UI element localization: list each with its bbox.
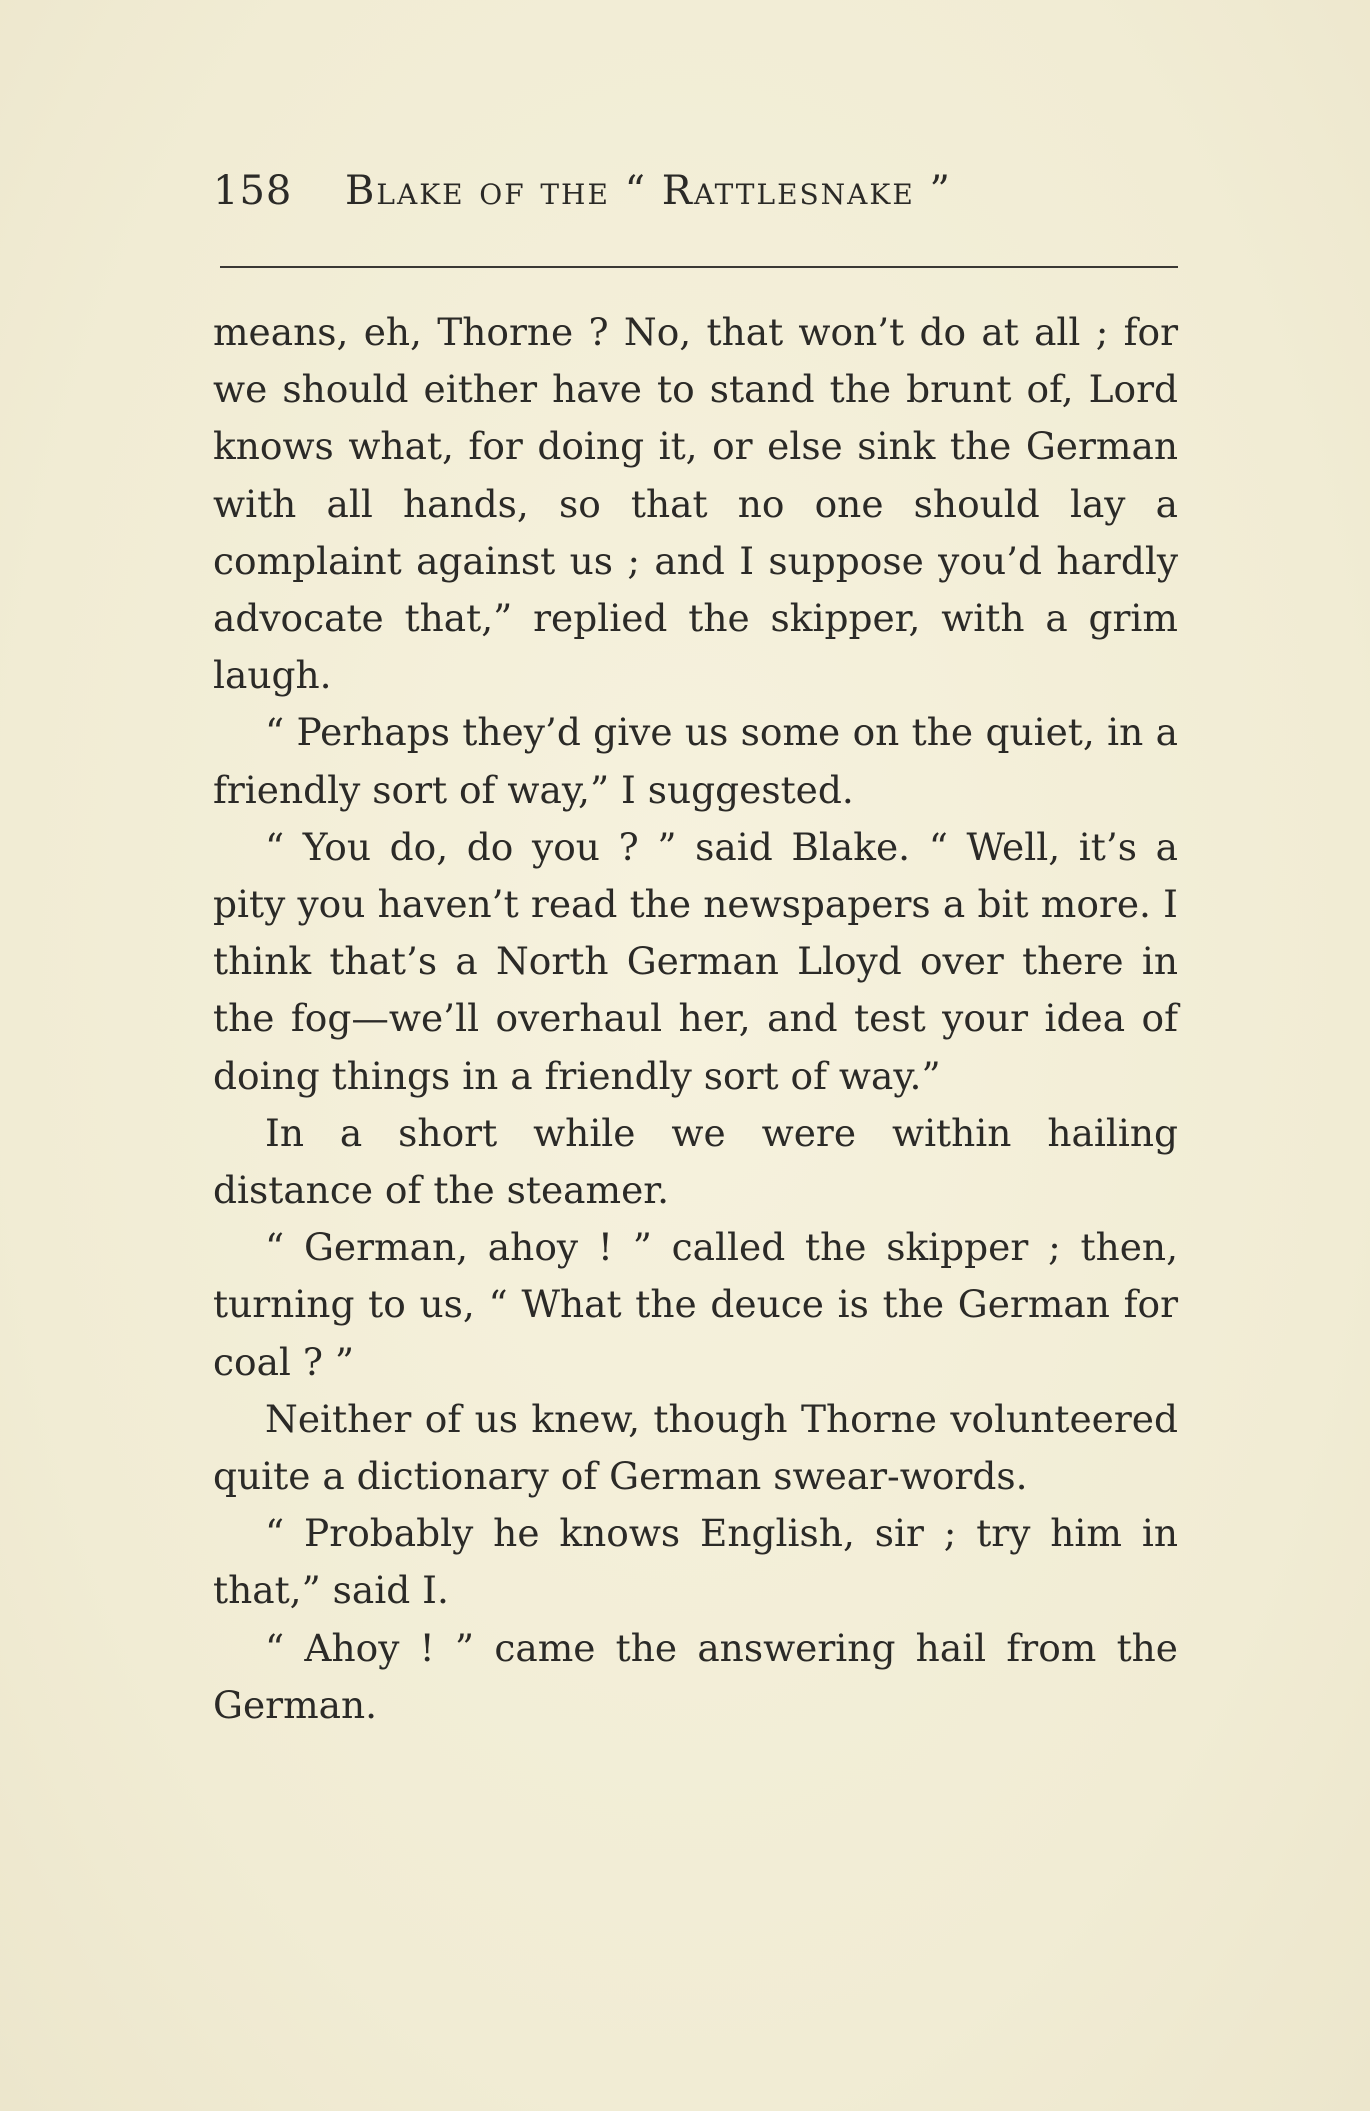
header-rule: [220, 266, 1178, 268]
paragraph: “ Perhaps they’d give us some on the quiet, in a friendly sort of way,” I suggested.: [213, 710, 1178, 812]
paragraph: In a short while we were within hailing distance of the steamer.: [213, 1110, 1178, 1213]
page-header: [213, 168, 1178, 228]
paragraph: means, eh, Thorne ? No, that won’t do at all ; for we should either have to stand the brunt of, Lord knows what, for doing it, or else sink the German with all hands, so that no one should lay a complaint against us ; and I suppose you’d hardly advocate that,” replied the skipper, with a grim laugh.: [213, 310, 1178, 698]
running-title: Blake of the “ Rattlesnake ”: [345, 168, 952, 214]
body-text: [213, 304, 1178, 1734]
page-number: 158: [213, 168, 293, 214]
paragraph: “ Probably he knows English, sir ; try him in that,” said I.: [213, 1511, 1178, 1613]
paragraph: “ Ahoy ! ” came the answering hail from the German.: [213, 1625, 1178, 1727]
paragraph: Neither of us knew, though Thorne volunteered quite a dictionary of German swear-words.: [213, 1396, 1178, 1499]
paragraph: “ German, ahoy ! ” called the skipper ; then, turning to us, “ What the deuce is the German for coal ? ”: [213, 1225, 1178, 1384]
paragraph: “ You do, do you ? ” said Blake. “ Well, it’s a pity you haven’t read the newspapers a bit more. I think that’s a North German Lloyd over there in the fog—we’ll overhaul her, and test your idea of doing things in a friendly sort of way.”: [213, 824, 1178, 1098]
